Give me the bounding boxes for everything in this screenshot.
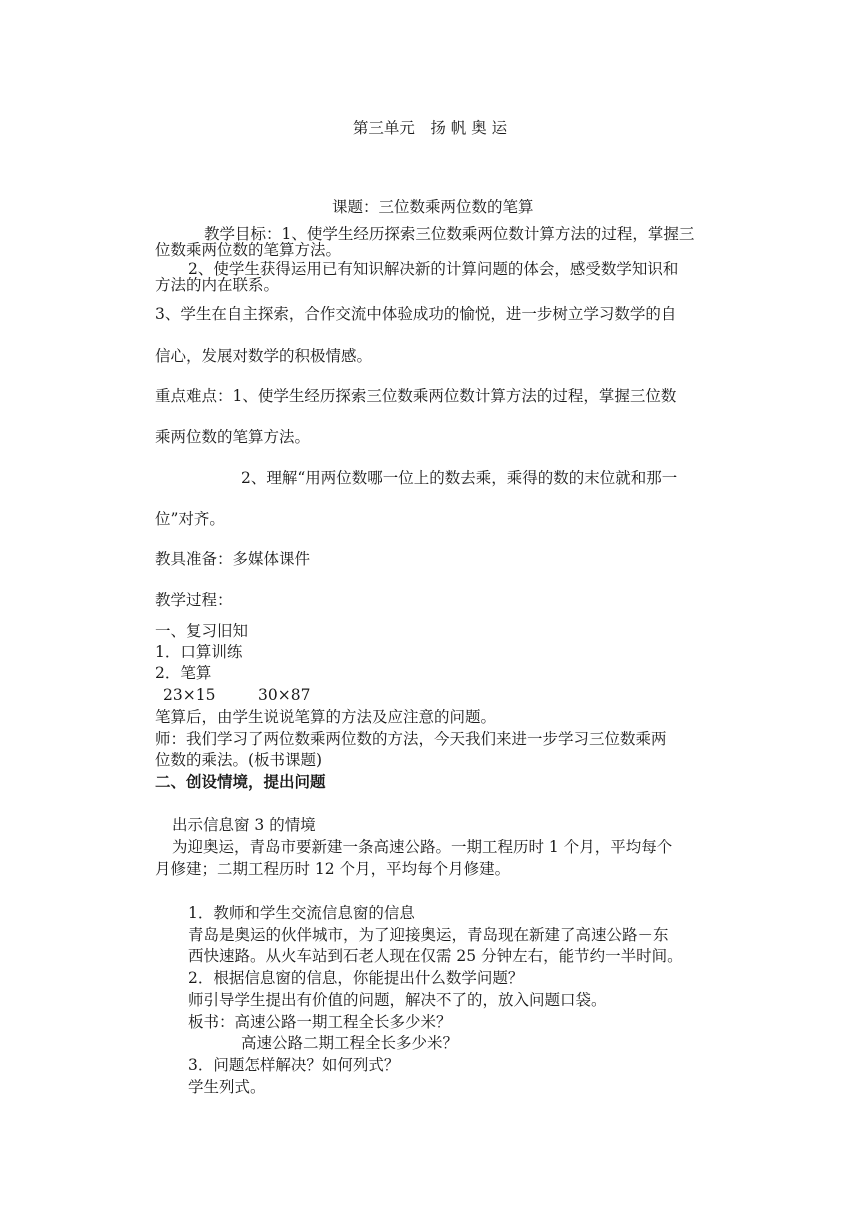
key-points-line-2: 乘两位数的笔算方法。	[155, 428, 311, 446]
scene-line-2: 月修建；二期工程历时 12 个月，平均每个月修建。	[155, 860, 511, 878]
board-line-2: 高速公路二期工程全长多少米？	[241, 1034, 459, 1052]
info-line-1: 青岛是奥运的伙伴城市，为了迎接奥运，青岛现在新建了高速公路－东	[188, 926, 669, 944]
step-3: 3．问题怎样解决？如何列式？	[188, 1056, 400, 1074]
calc-1: 23×15	[163, 686, 216, 704]
teacher-line-2: 位数的乘法。(板书课题)	[155, 751, 323, 769]
section1-item-1: 1．口算训练	[155, 643, 243, 661]
section2-show: 出示信息窗 3 的情境	[172, 816, 316, 834]
objective-line-3: 2、使学生获得运用已有知识解决新的计算问题的体会，感受数学知识和	[188, 260, 679, 278]
section1-after: 笔算后，由学生说说笔算的方法及应注意的问题。	[155, 708, 497, 726]
objective-line-1: 教学目标：1、使学生经历探索三位数乘两位数计算方法的过程，掌握三	[204, 225, 695, 243]
info-line-2: 西快速路。从火车站到石老人现在仅需 25 分钟左右，能节约一半时间。	[188, 947, 683, 965]
guide-line: 师引导学生提出有价值的问题，解决不了的，放入问题口袋。	[188, 991, 607, 1009]
key-points-line-1: 重点难点：1、使学生经历探索三位数乘两位数计算方法的过程，掌握三位数	[155, 387, 677, 405]
student-list: 学生列式。	[188, 1078, 266, 1096]
board-line-1: 板书：高速公路一期工程全长多少米？	[188, 1013, 452, 1031]
key-points-line-4: 位”对齐。	[155, 510, 225, 528]
teaching-tools: 教具准备：多媒体课件	[155, 550, 311, 568]
objective-line-2: 位数乘两位数的笔算方法。	[155, 241, 342, 259]
process-heading: 教学过程：	[155, 591, 233, 609]
objective-line-5: 3、学生在自主探索，合作交流中体验成功的愉悦，进一步树立学习数学的自	[155, 305, 677, 323]
scene-line-1: 为迎奥运，青岛市要新建一条高速公路。一期工程历时 1 个月，平均每个	[172, 838, 673, 856]
objective-line-6: 信心，发展对数学的积极情感。	[155, 347, 373, 365]
section1-heading: 一、复习旧知	[155, 622, 249, 640]
section2-heading: 二、创设情境，提出问题	[155, 773, 326, 791]
key-points-line-3: 2、理解“用两位数哪一位上的数去乘，乘得的数的末位就和那一	[241, 469, 678, 487]
teacher-line-1: 师：我们学习了两位数乘两位数的方法，今天我们来进一步学习三位数乘两	[155, 730, 667, 748]
step-1: 1．教师和学生交流信息窗的信息	[188, 904, 415, 922]
objective-line-4: 方法的内在联系。	[155, 276, 280, 294]
calc-2: 30×87	[258, 686, 311, 704]
lesson-title: 课题：三位数乘两位数的笔算	[332, 198, 534, 216]
unit-title: 第三单元 扬 帆 奥 运	[352, 119, 508, 137]
step-2: 2．根据信息窗的信息，你能提出什么数学问题？	[188, 969, 524, 987]
section1-item-2: 2．笔算	[155, 664, 212, 682]
